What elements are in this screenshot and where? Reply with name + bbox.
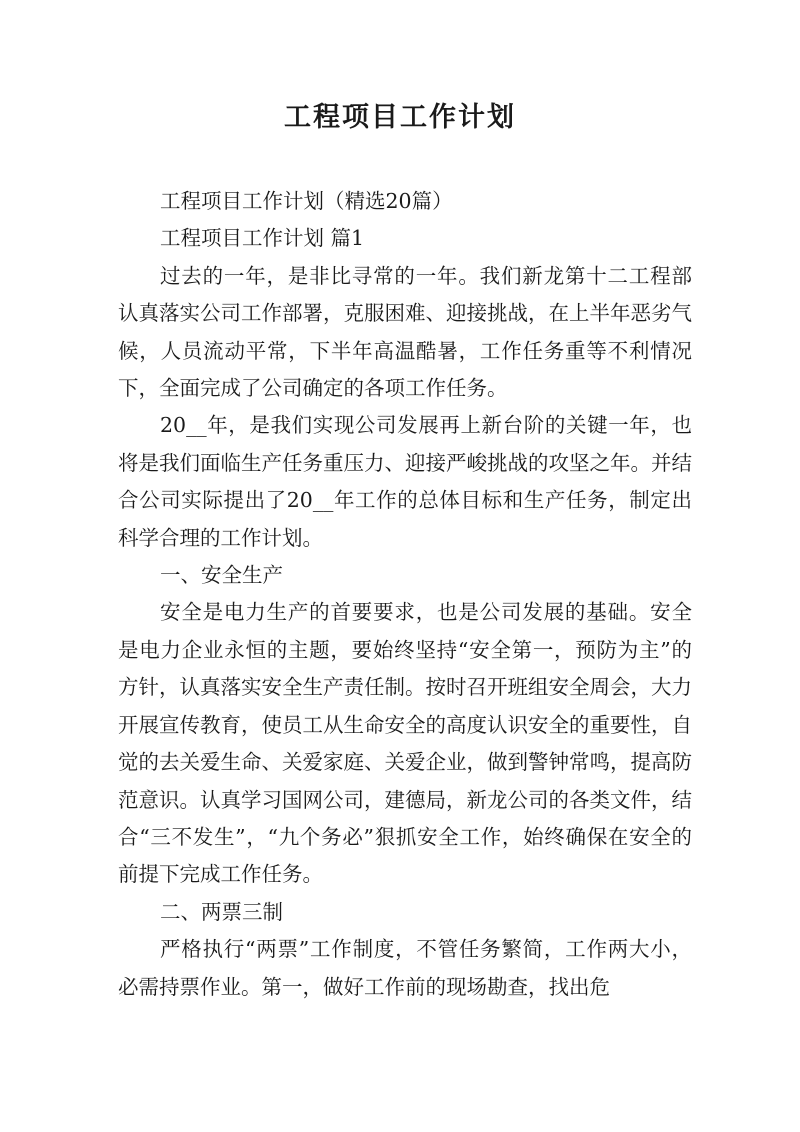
document-title: 工程项目工作计划 (284, 102, 516, 133)
section-heading: 一、安全生产 (160, 563, 283, 588)
body-paragraph: 过去的一年，是非比寻常的一年。我们新龙第十二工程部认真落实公司工作部署，克服困难、迎接挑战，在上半年恶劣气候，人员流动平常，下半年高温酷暑，工作任务重等不利情况下，全面完成了公司确定的各项工作任务。 (118, 263, 692, 401)
subtitle-paragraph: 工程项目工作计划（精选20篇） (160, 189, 453, 213)
document-body (118, 183, 692, 1006)
body-paragraph: 严格执行“两票”工作制度，不管任务繁简，工作两大小，必需持票作业。第一，做好工作前的现场勘查，找出危 (118, 937, 692, 999)
section-heading: 工程项目工作计划 篇1 (160, 226, 365, 251)
body-paragraph: 安全是电力生产的首要要求，也是公司发展的基础。安全是电力企业永恒的主题，要始终坚持“安全第一，预防为主”的方针，认真落实安全生产责任制。按时召开班组安全周会，大力开展宣传教育，使员工从生命安全的高度认识安全的重要性，自觉的去关爱生命、关爱家庭、关爱企业，做到警钟常鸣，提高防范意识。认真学习国网公司，建德局，新龙公司的各类文件，结合“三不发生”，“九个务必”狠抓安全工作，始终确保在安全的前提下完成工作任务。 (118, 600, 692, 887)
section-heading: 二、两票三制 (160, 899, 283, 924)
body-paragraph: 20__年，是我们实现公司发展再上新台阶的关键一年，也将是我们面临生产任务重压力、迎接严峻挑战的攻坚之年。并结合公司实际提出了20__年工作的总体目标和生产任务，制定出科学合理的工作计划。 (118, 413, 692, 550)
